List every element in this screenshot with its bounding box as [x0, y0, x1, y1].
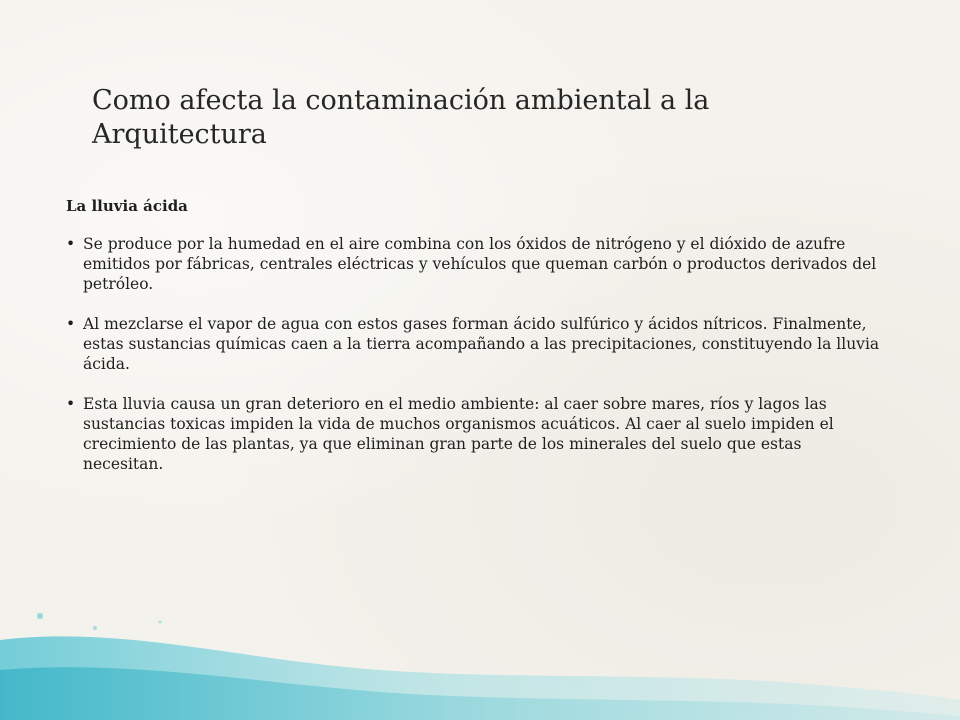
section-subheading: La lluvia ácida — [66, 197, 188, 215]
bullet-text: Al mezclarse el vapor de agua con estos gases forman ácido sulfúrico y ácidos nítricos. Finalmente, estas sustancias químicas caen a la tierra acompañando a las precipitaciones, constituyendo la lluvia ácida. — [83, 315, 880, 373]
bullet-item — [66, 234, 886, 294]
bullet-icon: • — [66, 235, 76, 253]
bullet-item — [66, 314, 886, 374]
bullet-item — [66, 394, 886, 474]
bullet-icon: • — [66, 395, 76, 413]
slide-title: Como afecta la contaminación ambiental a la Arquitectura — [92, 85, 710, 150]
bullet-icon: • — [66, 315, 76, 333]
bullet-text: Esta lluvia causa un gran deterioro en el medio ambiente: al caer sobre mares, ríos y lagos las sustancias toxicas impiden la vida de muchos organismos acuáticos. Al caer al suelo impiden el crecimiento de las plantas, ya que eliminan gran parte de los minerales del suelo que estas necesitan. — [83, 395, 834, 473]
bullet-list — [66, 234, 886, 474]
bullet-text: Se produce por la humedad en el aire combina con los óxidos de nitrógeno y el dióxido de azufre emitidos por fábricas, centrales eléctricas y vehículos que queman carbón o productos derivados del petróleo. — [83, 235, 877, 293]
watercolor-wave-decoration — [0, 600, 960, 720]
slide-content — [66, 196, 886, 494]
